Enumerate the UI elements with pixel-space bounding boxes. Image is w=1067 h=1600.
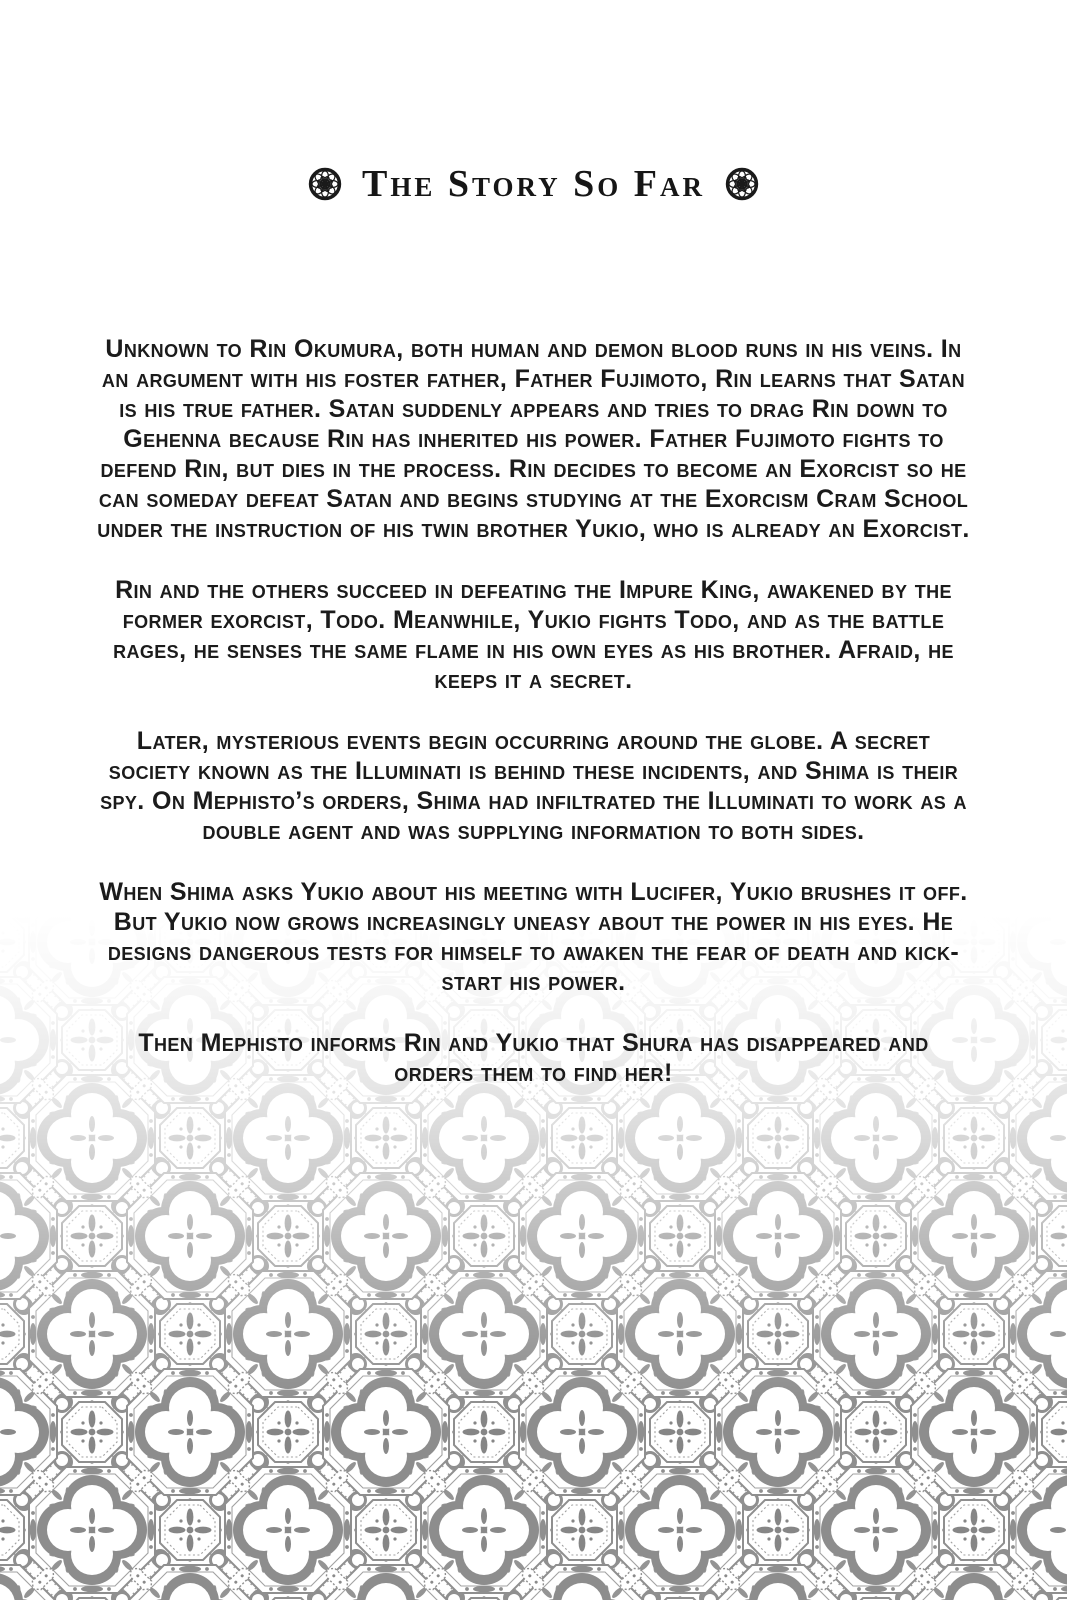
page-title: The Story So Far <box>362 163 705 205</box>
page-header <box>0 162 1067 206</box>
story-paragraph: Then Mephisto informs Rin and Yukio that Shura has disappeared and orders them to find her! <box>138 1029 929 1087</box>
story-paragraph: Later, mysterious events begin occurring around the globe. A secret society known as the Illuminati is behind these incidents, and Shima is their spy. On Mephisto’s orders, Shima had infiltrated the Illuminati to work as a double agent and was supplying information to both sides. <box>100 727 967 845</box>
story-paragraph: Rin and the others succeed in defeating the Impure King, awakened by the former exorcist, Todo. Meanwhile, Yukio fights Todo, and as the battle rages, he senses the same flame in his own eyes as his brother. Afraid, he keeps it a secret. <box>113 576 954 694</box>
rosette-icon <box>308 167 342 201</box>
story-text <box>97 334 971 1088</box>
rosette-icon <box>725 167 759 201</box>
story-paragraph: When Shima asks Yukio about his meeting with Lucifer, Yukio brushes it off. But Yukio now grows increasingly uneasy about the power in his eyes. He designs dangerous tests for himself to awaken the fear of death and kick-start his power. <box>99 878 968 996</box>
story-paragraph: Unknown to Rin Okumura, both human and demon blood runs in his veins. In an argument with his foster father, Father Fujimoto, Rin learns that Satan is his true father. Satan suddenly appears and tries to drag Rin down to Gehenna because Rin has inherited his power. Father Fujimoto fights to defend Rin, but dies in the process. Rin decides to become an Exorcist so he can someday defeat Satan and begins studying at the Exorcism Cram School under the instruction of his twin brother Yukio, who is already an Exorcist. <box>97 335 970 543</box>
